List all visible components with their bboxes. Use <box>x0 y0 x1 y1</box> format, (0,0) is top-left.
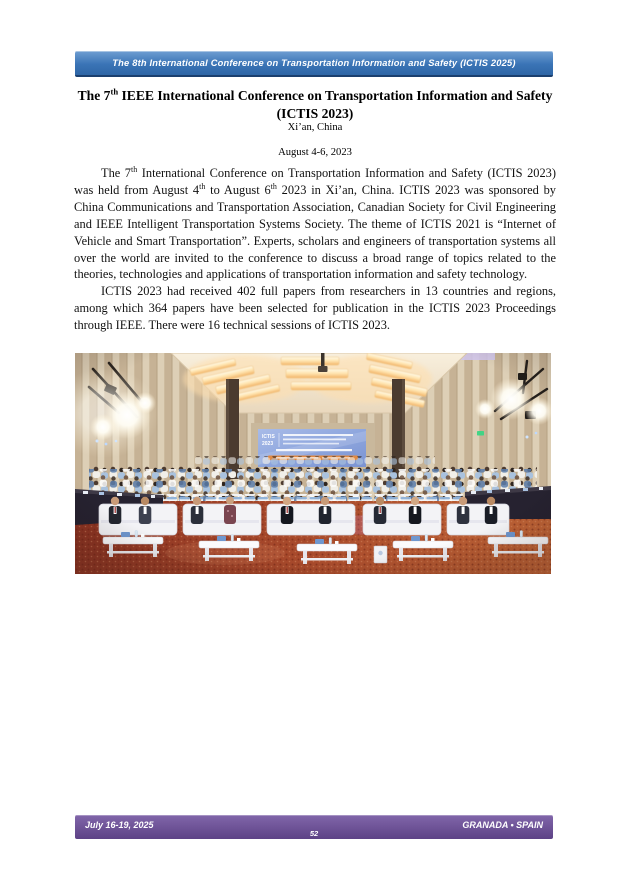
superscript: th <box>199 181 206 191</box>
body-text <box>74 165 556 355</box>
dates-line: August 4-6, 2023 <box>278 147 352 158</box>
header-banner <box>75 51 553 77</box>
footer-location: GRANADA • SPAIN <box>462 820 543 830</box>
page-title <box>75 87 555 122</box>
venue-line: Xi’an, China <box>287 122 343 133</box>
title-line2: (ICTIS 2023) <box>276 105 354 121</box>
conference-photo-illustration <box>75 353 551 574</box>
page-number: 52 <box>309 829 319 838</box>
superscript: th <box>131 165 138 174</box>
footer-dates: July 16-19, 2025 <box>85 820 154 830</box>
conference-photo <box>75 353 551 574</box>
title-superscript: th <box>110 86 119 97</box>
title-line1: The 7th IEEE International Conference on Transportation Information and Safety <box>77 86 553 103</box>
paragraph-1: The 7th International Conference on Transportation Information and Safety (ICTIS 2023) was held from August 4th to August 6th 2023 in Xi’an, China. ICTIS 2023 was sponsored by China Communications and Transportation Association, Canadian Society for Civil Engineering and IEEE Intelligent Transportation Systems Society. The theme of ICTIS 2021 is “Internet of Vehicle and Smart Transportation”. Experts, scholars and engineers of transportation systems all over the world are invited to the conference to discuss a broad range of topics related to the theories, technologies and applications of transportation information and safety technology. <box>74 165 556 282</box>
superscript: th <box>270 181 277 191</box>
paragraph-2: ICTIS 2023 had received 402 full papers from researchers in 13 countries and regions, among which 364 papers have been selected for publication in the ICTIS 2023 Proceedings through IEEE. There were 16 technical sessions of ICTIS 2023. <box>74 284 556 333</box>
footer-banner <box>75 815 553 839</box>
header-banner-text: The 8th International Conference on Transportation Information and Safety (ICTIS 2025) <box>112 58 516 68</box>
